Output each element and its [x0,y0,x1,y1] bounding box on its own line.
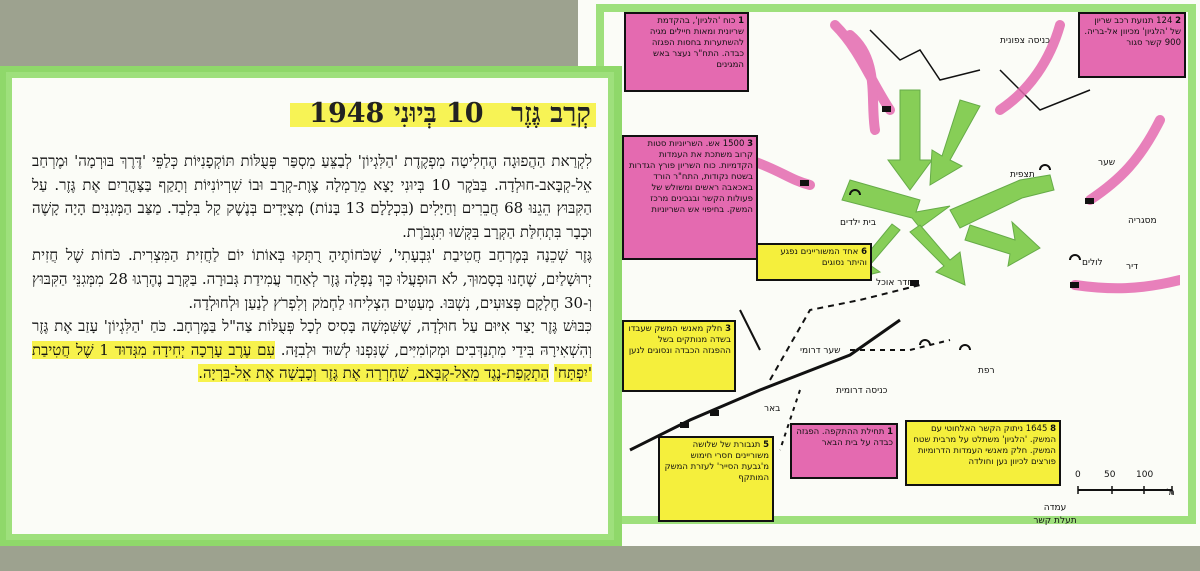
place-label: כניסה צפונית [1000,36,1050,46]
place-label: באר [764,404,781,414]
map-note-number: 3 [725,324,731,334]
map-note-text: תחילת ההתקפה. הפגזה כבדה על בית הבאר [796,427,893,448]
scale-label-50: 50 [1104,470,1116,480]
place-label: שער [1098,158,1116,168]
scale-label-100: 100 [1136,470,1154,480]
scale-label-0: 0 [1075,470,1081,480]
article-body [32,150,592,386]
map-note-text: אחד המשוריינים נפגע והיתר נסוגים [780,247,867,268]
map-note-number: 6 [861,247,867,257]
map-note-text: 1500 אש. השריוניות סטות קרוב משתכת את העמדות הקדמיות. כוח השריון פורץ הגדרות בשטח נקודות, התח"ר הורד באכאבה ראשים ומשולש של פעולות הקשר ובגבינים מרכז המשק. בחיפוי אש השריוניות [629,139,753,215]
map-note-number: 8 [1050,424,1056,434]
article-title [290,98,610,138]
place-label: לולים [1082,258,1103,268]
paragraph-1: לִקְרַאת הַהֲפוּגָה הֶחְלִיטָה מִפְקֶדֶת 'הַלִּגְיוֹן' לְבַצֵּעַ מִסְפַּר פְּעֻלּוֹת תּוֹקְפָנִיּוֹת כְּלַפֵּי 'דֶּרֶךְ בּוּרְמָה' וּמֶרְחַב אֵל-קְבָּאב-חוּלְדָה. בַּבֹּקֶר 10 בְּיוּנִי יָצָא מֵרַמְלָה צֶוֶת-קְרָב וּבוֹ שִׁרְיוֹנִיּוֹת וְתָקַף בַּצָּהֳרַיִם אֶת גֶּזֶר. עַל הַקִּבּוּץ הֵגֵנּוּ 68 חֲבֵרִים וְחַיָּלִים (בִּכְלָלָם 13 בָּנוֹת) מְצֻיָּדִים בְּנֶשֶׁק קַל בִּלְבַד. מַצַּב הַמְּגִנִּים הָיָה קָשֶׁה וּכְבָר בִּתְחִלַּת הַקְּרָב בִּקְּשׁוּ תִּגְבֹּרֶת. [32,152,592,241]
place-label: תצפית [1010,170,1035,180]
map-note-1 [624,12,749,92]
map-note-2 [1078,12,1186,78]
map-note-text: חלק מאנשי המשק שעבדו בשדה מנותקים בשל ההפגזה הכבדה ונסוגים לנען [628,324,731,356]
fence-line [870,30,980,80]
map-note-number: 5 [763,440,769,450]
map-note-5 [622,320,736,392]
highlight-1: עִם עֶרֶב עָרְכָה יְחִידָה מִגְּדוּד 1 שֶׁל חֲטִיבַת 'יִפְתָּח' [32,340,592,383]
paragraph-3-text: כִּבּוּשׁ גֶּזֶר יָצַר אִיּוּם עַל חוּלְדָה, שֶׁשִּׁמְּשָׁה בָּסִיס לְכָל פְּעֻלּוֹת צַה"ל בַּמֶּרְחָב. כֹּחַ 'הַלִּגְיוֹן' עָזַב אֶת גֶּזֶר וְהִשְׁאִירָהּ בִּידֵי מִתְנַדְּבִים וּמְקוֹמִיִּים, שֶׁנִּפְנוּ לְשׁוּד וּלְבִזָּה. [32,317,592,359]
map-note-text: כוח 'הלגיון', בהקדמת שריונית ומאות חיילים מגיה להשתערות בחסות הפגזה כבדה. התח"ר נעצר באש המגינים [649,16,744,70]
map-note-8 [905,420,1061,486]
legend-caption [1005,502,1105,528]
dashed-path [770,285,920,380]
paragraph-3 [32,315,592,386]
map-note-text: 1645 ניתוק הקשר האלחוטי עם המשק. 'הלגיון' משתלט על מרבית שטח המשק. חלק מאנשי העמדות הדרומיות פורצים לכיוון נען וחולדה [913,424,1056,467]
map-note-number: 1 [738,16,744,26]
map-note-number: 1 [887,427,893,437]
map-note-7 [790,423,898,479]
highlight-2: הַתְקָפַת-נֶגֶד מֵאֵל-קְבָּאב, שִׁחְרְרָה אֶת גֶּזֶר וְכָבְשָׁה אֶת אֵל-בִּרְיָה. [198,364,550,383]
title-main: קְרַב גֶּזֶר [510,98,591,129]
map-note-text: 124 תנועת רכב שריון של 'הלגיון' מכיוון אל-בריה. 900 קשר סגור [1084,16,1181,48]
place-label: רפת [978,366,995,376]
map-note-6 [658,436,774,522]
road-segment [740,310,760,350]
place-label: בית ילדים [840,218,877,228]
paragraph-2: גֶּזֶר שְׁכֵנָה בְּמֶרְחַב חֲטִיבַת 'גִּבְעָתִי', שֶׁכֹּחוֹתֶיהָ רֻתְּקוּ בְּאוֹתוֹ יוֹם לַחֲזִית הַמִּצְרִית. כֹּחוֹת שֶׁל חֲזִית יְרוּשָׁלַיִם, שֶׁחָנוּ בְּסָמוּךְ, לֹא הוּפְעֲלוּ כָּךְ נָפְלָה גֶּזֶר לְאַחַר עֲמִידַת גְּבוּרָה. בַּקְּרָב נֶהֶרְגוּ 28 מִמְּגִנֵּי הַקִּבּוּץ וְ-30 חֶלְקָם פְּצוּעִים, נִשְׁבּוּ. מְעַטִּים הִצְלִיחוּ לַחְמֹק וְלִפְרֹץ לְנַעַן וּלְחוּלְדָה. [32,246,593,312]
map-note-text: תגבורת של שלושה משוריינים חסרי חימוש מ'גבעת הסייר' לעזרת המשק המותקף [664,440,769,483]
map-note-number: 2 [1175,16,1181,26]
place-label: חדר אוכל [876,278,914,288]
place-label: כניסה דרומית [836,386,888,396]
title-date: 10 בְּיוּנִי 1948 [309,98,484,129]
place-label: דיר [1126,262,1139,272]
map-note-number: 3 [747,139,753,149]
map-note-4 [756,243,872,281]
place-label: מסגריה [1128,216,1157,226]
legend-position: עמדה [1043,503,1067,513]
map-note-3 [622,135,758,260]
legend-trench: תעלת קשר [1033,516,1077,526]
scale-unit: מ' [1166,488,1175,498]
place-label: שער דרומי [800,346,841,356]
